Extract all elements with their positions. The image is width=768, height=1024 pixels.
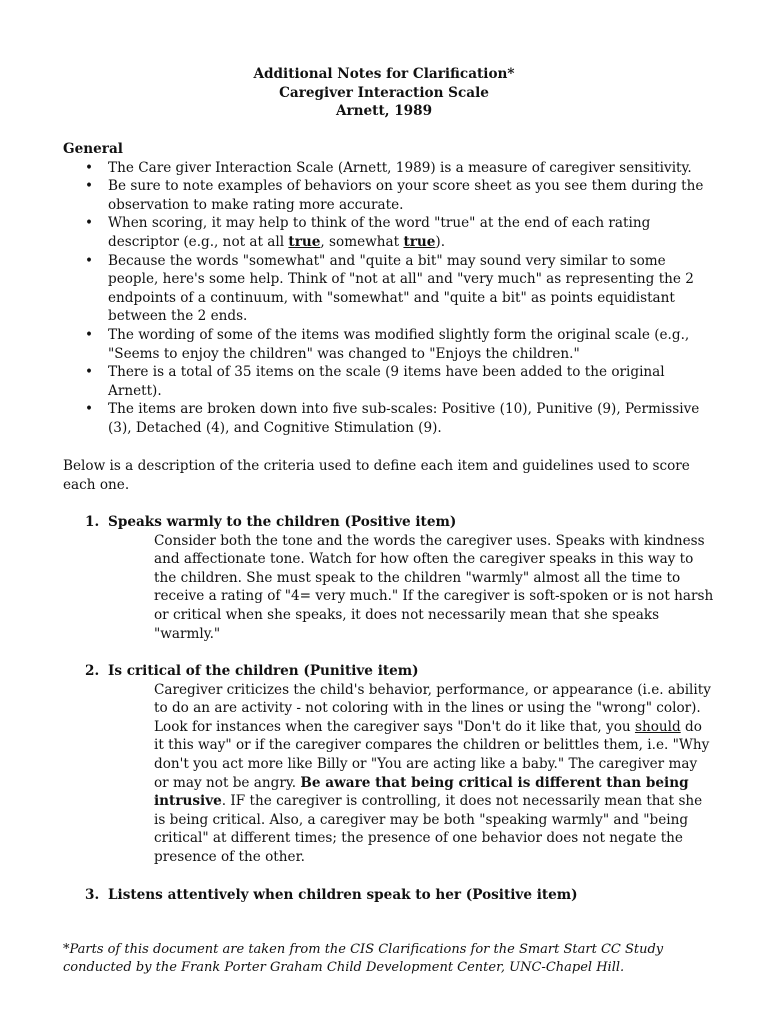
item-number: 1.	[85, 514, 100, 530]
item-title: Is critical of the children (Punitive item)	[108, 663, 419, 679]
document-title: Additional Notes for Clarification*	[253, 66, 515, 82]
item-heading	[63, 662, 713, 681]
item-number: 3.	[85, 887, 100, 903]
bullet-icon: •	[85, 252, 94, 269]
item-title: Listens attentively when children speak to her (Positive item)	[108, 887, 578, 903]
emphasis-true: true	[403, 233, 436, 250]
bullet-text: The Care giver Interaction Scale (Arnett, 1989) is a measure of caregiver sensitivity.	[108, 159, 692, 176]
list-item	[63, 177, 713, 214]
item-number: 2.	[85, 663, 100, 679]
bullet-text-part: , somewhat	[320, 233, 404, 250]
item-heading	[63, 886, 713, 905]
bullet-text: Because the words "somewhat" and "quite a bit" may sound very similar to some people, here's some help. Think of "not at all" and "very much" as representing the 2 endpoints of a continuum, with "somewhat" and "quite a bit" as points equidistant between the 2 ends.	[108, 252, 694, 325]
list-item	[63, 326, 713, 363]
item-description: Consider both the tone and the words the caregiver uses. Speaks with kindness and affectionate tone. Watch for how often the caregiver speaks in this way to the children. She must speak to the children "warmly" almost all the time to receive a rating of "4= very much." If the caregiver is soft-spoken or is not harsh or critical when she speaks, it does not necessarily mean that she speaks "warmly."	[154, 532, 714, 642]
bullet-text	[108, 215, 650, 250]
document-header	[0, 65, 768, 121]
criteria-item-3	[63, 886, 713, 905]
bullet-icon: •	[85, 215, 94, 232]
general-heading: General	[63, 141, 123, 157]
bullet-text-part: ).	[435, 233, 446, 250]
list-item	[63, 252, 713, 326]
bullet-text-part: When scoring, it may help to think of the word "true" at the end of each rating descriptor (e.g., not at all	[108, 215, 651, 250]
bullet-text: Be sure to note examples of behaviors on your score sheet as you see them during the observation to make rating more accurate.	[108, 178, 704, 213]
criteria-item-1	[63, 513, 713, 643]
list-item	[63, 363, 713, 400]
item-text-part: do it this way" or if the caregiver compares the children or belittles them, i.e. "Why don't you act more like Billy or "You are acting like a baby." The caregiver may or may not be angry.	[154, 718, 710, 791]
item-text-part: . IF the caregiver is controlling, it does not necessarily mean that she is being critical. Also, a caregiver may be both "speaking warmly" and "being critical" at different times; the presence of one behavior does not negate the presence of the other.	[154, 793, 703, 865]
bold-emphasis: Be aware that being critical is different than being intrusive	[154, 774, 689, 810]
document-citation: Arnett, 1989	[335, 103, 433, 120]
general-bullet-list	[63, 159, 713, 438]
underlined-word: should	[634, 718, 681, 735]
bullet-icon: •	[85, 401, 94, 418]
item-description	[63, 681, 714, 867]
list-item	[63, 159, 713, 178]
bullet-icon: •	[85, 178, 94, 195]
item-title: Speaks warmly to the children (Positive item)	[108, 514, 457, 530]
general-section	[63, 140, 713, 438]
intro-paragraph: Below is a description of the criteria used to define each item and guidelines used to score each one.	[63, 458, 690, 493]
bullet-text: There is a total of 35 items on the scale (9 items have been added to the original Arnett).	[108, 364, 665, 399]
document-subtitle: Caregiver Interaction Scale	[279, 84, 489, 101]
item-heading	[63, 513, 713, 532]
bullet-icon: •	[85, 326, 94, 343]
criteria-item-2	[63, 662, 713, 867]
list-item	[63, 400, 713, 437]
list-item	[63, 214, 713, 251]
item-text-part: Caregiver criticizes the child's behavior, performance, or appearance (i.e. ability to do an are activity - not coloring with in the lines or using the "wrong" color). Look for instances when the caregiver says "Don't do it like that, you	[154, 681, 711, 735]
footnote: *Parts of this document are taken from the CIS Clarifications for the Smart Start CC Study conducted by the Frank Porter Graham Child Development Center, UNC-Chapel Hill.	[63, 942, 664, 975]
bullet-icon: •	[85, 159, 94, 176]
emphasis-true: true	[288, 233, 321, 250]
bullet-text: The wording of some of the items was modified slightly form the original scale (e.g., "Seems to enjoy the children" was changed to "Enjoys the children."	[108, 326, 690, 362]
bullet-icon: •	[85, 364, 94, 381]
bullet-text: The items are broken down into five sub-scales: Positive (10), Punitive (9), Permissive (3), Detached (4), and Cognitive Stimulation (9).	[108, 401, 700, 436]
